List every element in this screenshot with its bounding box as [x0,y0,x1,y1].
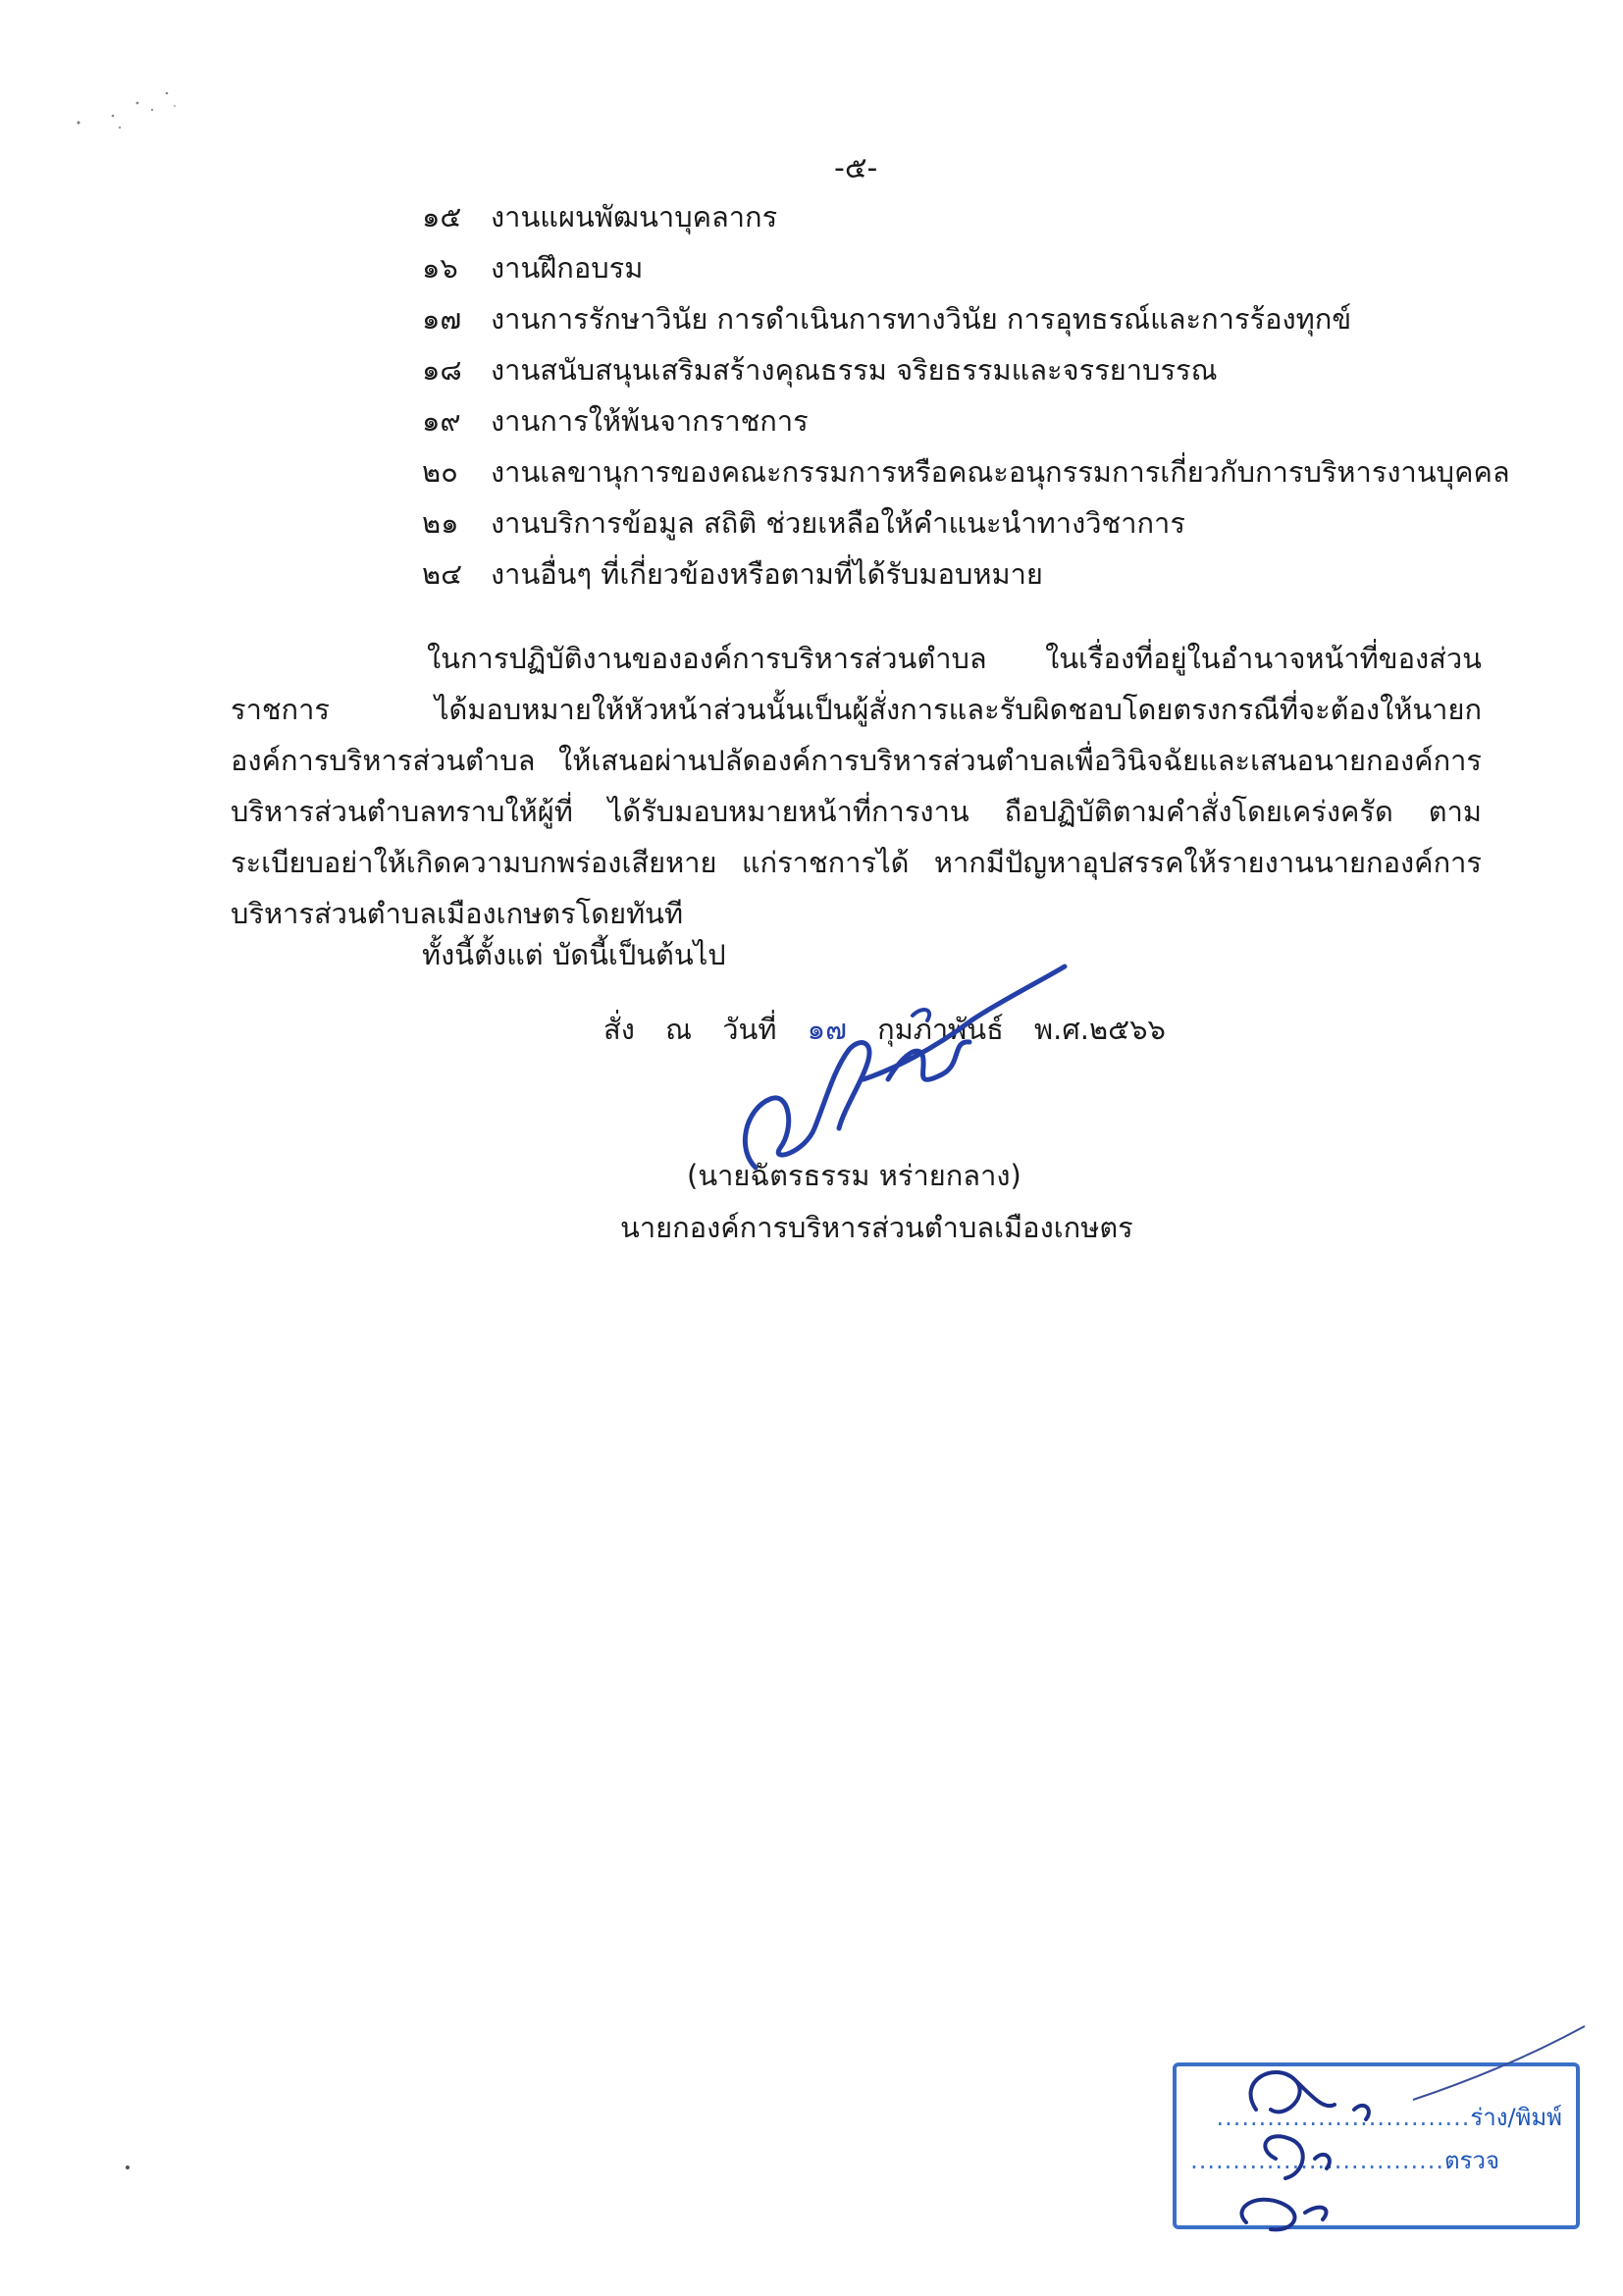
signer-name: (นายฉัตรธรรม หร่ายกลาง) [687,1159,1021,1192]
order-month: กุมภาพันธ์ [877,1013,1004,1046]
scan-specks [59,69,186,147]
order-day: ๑๗ [807,1013,847,1046]
scan-speck [126,2166,130,2169]
stamp-check-label: ตรวจ [1443,2147,1499,2174]
list-item-number: ๑๕ [422,200,462,234]
list-item [422,344,1521,395]
list-item-text: งานเลขานุการของคณะกรรมการหรือคณะอนุกรรมการเกี่ยวกับการบริหารงานบุคคล [491,455,1510,489]
list-item-number: ๒๐ [422,455,458,489]
order-prefix: สั่ง [603,1013,635,1046]
list-item-number: ๑๙ [422,404,461,438]
list-item [422,242,1521,293]
list-item [422,293,1521,344]
order-year: พ.ศ.๒๕๖๖ [1034,1013,1166,1046]
order-day-label: วันที่ [722,1013,777,1046]
order-at: ณ [665,1013,692,1046]
list-item-text: งานการรักษาวินัย การดำเนินการทางวินัย การอุทธรณ์และการร้องทุกข์ [491,302,1352,336]
list-item-text: งานฝึกอบรม [491,251,644,285]
body-paragraph: ในการปฏิบัติงานขององค์การบริหารส่วนตำบล ในเรื่องที่อยู่ในอำนาจหน้าที่ของส่วนราชการ ได้มอบหมายให้หัวหน้าส่วนนั้นเป็นผู้สั่งการและรับผิดชอบโดยตรงกรณีที่จะต้องให้นายกองค์การบริหารส่วนตำบล ให้เสนอผ่านปลัดองค์การบริหารส่วนตำบลเพื่อวินิจฉัยและเสนอนายกองค์การบริหารส่วนตำบลทราบให้ผู้ที่ ได้รับมอบหมายหน้าที่การงาน ถือปฏิบัติตามคำสั่งโดยเคร่งครัด ตามระเบียบอย่าให้เกิดความบกพร่องเสียหาย แก่ราชการได้ หากมีปัญหาอุปสรรคให้รายงานนายกองค์การบริหารส่วนตำบลเมืองเกษตรโดยทันที [231,642,1482,930]
list-item-number: ๒๑ [422,506,459,540]
list-item [422,191,1521,242]
list-item [422,497,1521,548]
stamp-initials-image [1217,2011,1590,2247]
stamp-dots: .............................. [1190,2147,1444,2174]
list-item-text: งานการให้พ้นจากราชการ [491,404,809,438]
list-item-number: ๑๘ [422,353,462,387]
list-item-number: ๒๔ [422,557,463,591]
list-item-number: ๑๗ [422,302,462,336]
list-item-text: งานอื่นๆ ที่เกี่ยวข้องหรือตามที่ได้รับมอบหมาย [491,557,1043,591]
signer-title: นายกองค์การบริหารส่วนตำบลเมืองเกษตร [620,1211,1133,1244]
list-item [422,548,1521,600]
list-item-text: งานบริการข้อมูล สถิติ ช่วยเหลือให้คำแนะนำทางวิชาการ [491,506,1185,540]
stamp-draft-label: ร่าง/พิมพ์ [1470,2104,1562,2131]
stamp-dots: .............................. [1216,2104,1471,2131]
page-number: -๕- [834,151,878,185]
list-item [422,446,1521,497]
list-item-text: งานแผนพัฒนาบุคลากร [491,200,778,234]
effective-clause: ทั้งนี้ตั้งแต่ บัดนี้เป็นต้นไป [422,938,726,971]
list-item-text: งานสนับสนุนเสริมสร้างคุณธรรม จริยธรรมและจรรยาบรรณ [491,353,1218,387]
list-item [422,395,1521,446]
list-item-number: ๑๖ [422,251,458,285]
duty-list [422,191,1521,600]
